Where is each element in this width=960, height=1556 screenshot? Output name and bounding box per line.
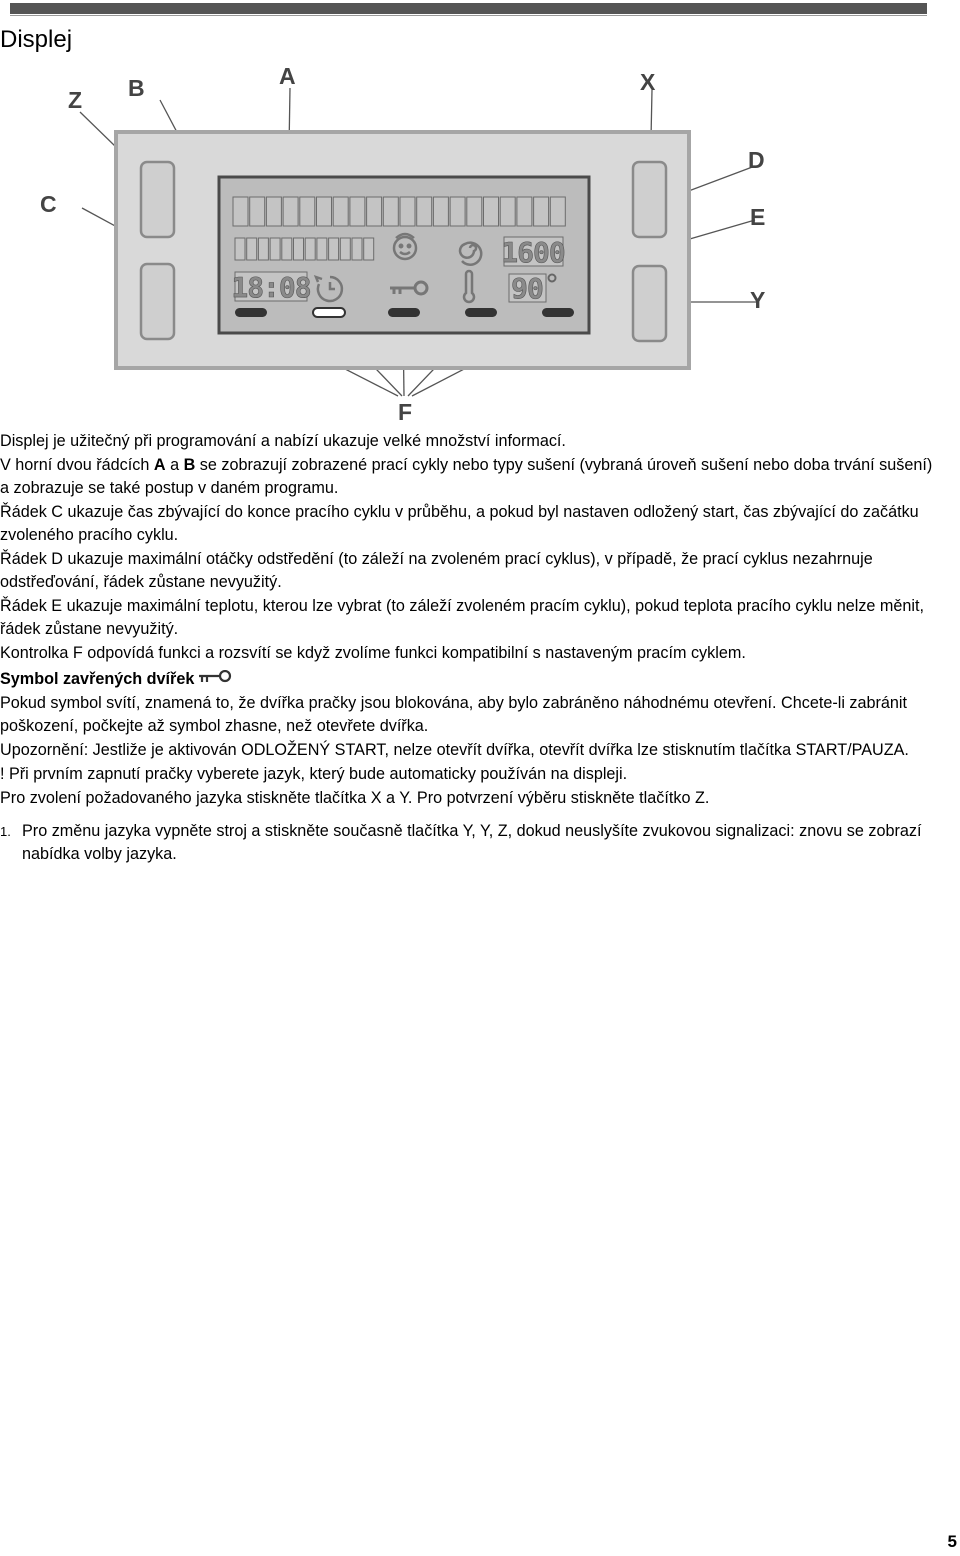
label-f: F (398, 399, 413, 425)
button-z[interactable] (141, 162, 174, 237)
row-e-paragraph: Řádek E ukazuje maximální teplotu, kterou lze vybrat (to záleží zvoleném pracím cyklu), pokud teplota pracího cyklu nelze měnit, řádek zůstane nevyužitý. (0, 597, 925, 638)
row-a-cell (417, 197, 432, 226)
row-d-digits: 1600 (501, 236, 565, 269)
row-b-cell (317, 238, 327, 260)
label-a-ref: A (153, 456, 166, 474)
label-d: D (748, 147, 765, 173)
row-a-cell (500, 197, 515, 226)
header-bar (10, 3, 927, 14)
row-b-cell (352, 238, 362, 260)
indicator-f-paragraph: Kontrolka F odpovídá funkci a rozsvítí se když zvolíme funkci kompatibilní s nastaveným pracím cyklem. (0, 644, 746, 662)
step-number: 1. (0, 824, 11, 839)
row-a-cell (450, 197, 465, 226)
step-1 (0, 820, 940, 866)
row-c-paragraph: Řádek C ukazuje čas zbývající do konce pracího cyklu v průběhu, a pokud byl nastaven odložený start, čas zbývající do začátku zvoleného pracího cyklu. (0, 503, 919, 544)
button-x[interactable] (633, 162, 666, 237)
row-b-cell (340, 238, 350, 260)
row-a-cell (367, 197, 382, 226)
label-y: Y (750, 287, 766, 313)
row-a-cell (317, 197, 332, 226)
warning-paragraph: Upozornění: Jestliže je aktivován ODLOŽENÝ START, nelze otevřít dvířka, otevřít dvířka lze stisknutím tlačítka START/PAUZA. (0, 741, 909, 759)
row-a-cell (350, 197, 365, 226)
row-a-cell (534, 197, 549, 226)
row-c-digits: 18:08 (231, 271, 311, 304)
row-a-cell (333, 197, 348, 226)
indicator-f-4 (465, 308, 497, 317)
rows-ab-text-1: V horní dvou řádcích (0, 456, 154, 474)
row-a-cell (283, 197, 298, 226)
page-number: 5 (947, 1532, 957, 1551)
lock-description: Pokud symbol svítí, znamená to, že dvířka pračky jsou blokována, aby bylo zabráněno náhodnému otevření. Chcete-li zabránit poškození, počkejte až symbol zhasne, než otevřete dvířka. (0, 694, 907, 735)
row-a-cell (400, 197, 415, 226)
row-a-cell (250, 197, 265, 226)
header-rule (10, 15, 927, 16)
row-a-cell (383, 197, 398, 226)
row-b-cell (247, 238, 257, 260)
intro-paragraph: Displej je užitečný při programování a nabízí ukazuje velké množství informací. (0, 432, 566, 450)
row-b-cell (270, 238, 280, 260)
select-language-paragraph: Pro zvolení požadovaného jazyka stiskněte tlačítka X a Y. Pro potvrzení výběru stiskněte tlačítko Z. (0, 789, 710, 807)
page-title: Displej (0, 26, 73, 53)
row-d-paragraph: Řádek D ukazuje maximální otáčky odstředění (to záleží na zvoleném prací cyklus), v případě, že prací cyklus nezahrnuje odstřeďování, řádek zůstane nevyužitý. (0, 550, 873, 591)
row-b-cell (282, 238, 292, 260)
button-y[interactable] (633, 266, 666, 341)
row-b-cell (235, 238, 245, 260)
row-b-cell (258, 238, 268, 260)
step-text: Pro změnu jazyka vypněte stroj a stiskněte současně tlačítka Y, Y, Z, dokud neuslyšíte zvukovou signalizaci: znovu se zobrazí nabídka volby jazyka. (22, 822, 922, 863)
rows-ab-paragraph (0, 454, 940, 500)
lock-heading-line (0, 668, 940, 691)
label-e: E (750, 204, 766, 230)
display-diagram-svg (30, 60, 790, 425)
row-a-cell (233, 197, 248, 226)
button-left-lower[interactable] (141, 264, 174, 339)
row-b-cell (294, 238, 304, 260)
display-diagram (30, 60, 790, 425)
row-b-cell (329, 238, 339, 260)
door-lock-key-icon (198, 670, 232, 686)
row-a-cell (433, 197, 448, 226)
row-a-cell (266, 197, 281, 226)
label-b: B (128, 75, 145, 101)
label-z: Z (68, 87, 83, 113)
label-a: A (279, 63, 296, 89)
label-c: C (40, 191, 57, 217)
row-b-cell (364, 238, 374, 260)
lock-heading: Symbol zavřených dvířek (0, 670, 195, 688)
body-text (0, 430, 940, 866)
first-start-paragraph: ! Při prvním zapnutí pračky vyberete jazyk, který bude automaticky používán na displeji. (0, 765, 628, 783)
row-a-cell (467, 197, 482, 226)
label-x: X (640, 69, 656, 95)
indicator-f-2 (313, 308, 345, 317)
row-a-cell (550, 197, 565, 226)
rows-ab-text-2: se zobrazují zobrazené prací cykly nebo typy sušení (vybraná úroveň sušení nebo doba trvání sušení) a zobrazuje se také postup v daném programu. (0, 456, 933, 497)
label-b-ref: B (183, 456, 196, 474)
row-a-cell (517, 197, 532, 226)
row-a-cell (300, 197, 315, 226)
indicator-f-1 (235, 308, 267, 317)
row-a-cell (484, 197, 499, 226)
row-b-cell (305, 238, 315, 260)
indicator-f-5 (542, 308, 574, 317)
rows-ab-and: a (165, 456, 184, 474)
row-e-digits: 90 (511, 272, 543, 305)
indicator-f-3 (388, 308, 420, 317)
